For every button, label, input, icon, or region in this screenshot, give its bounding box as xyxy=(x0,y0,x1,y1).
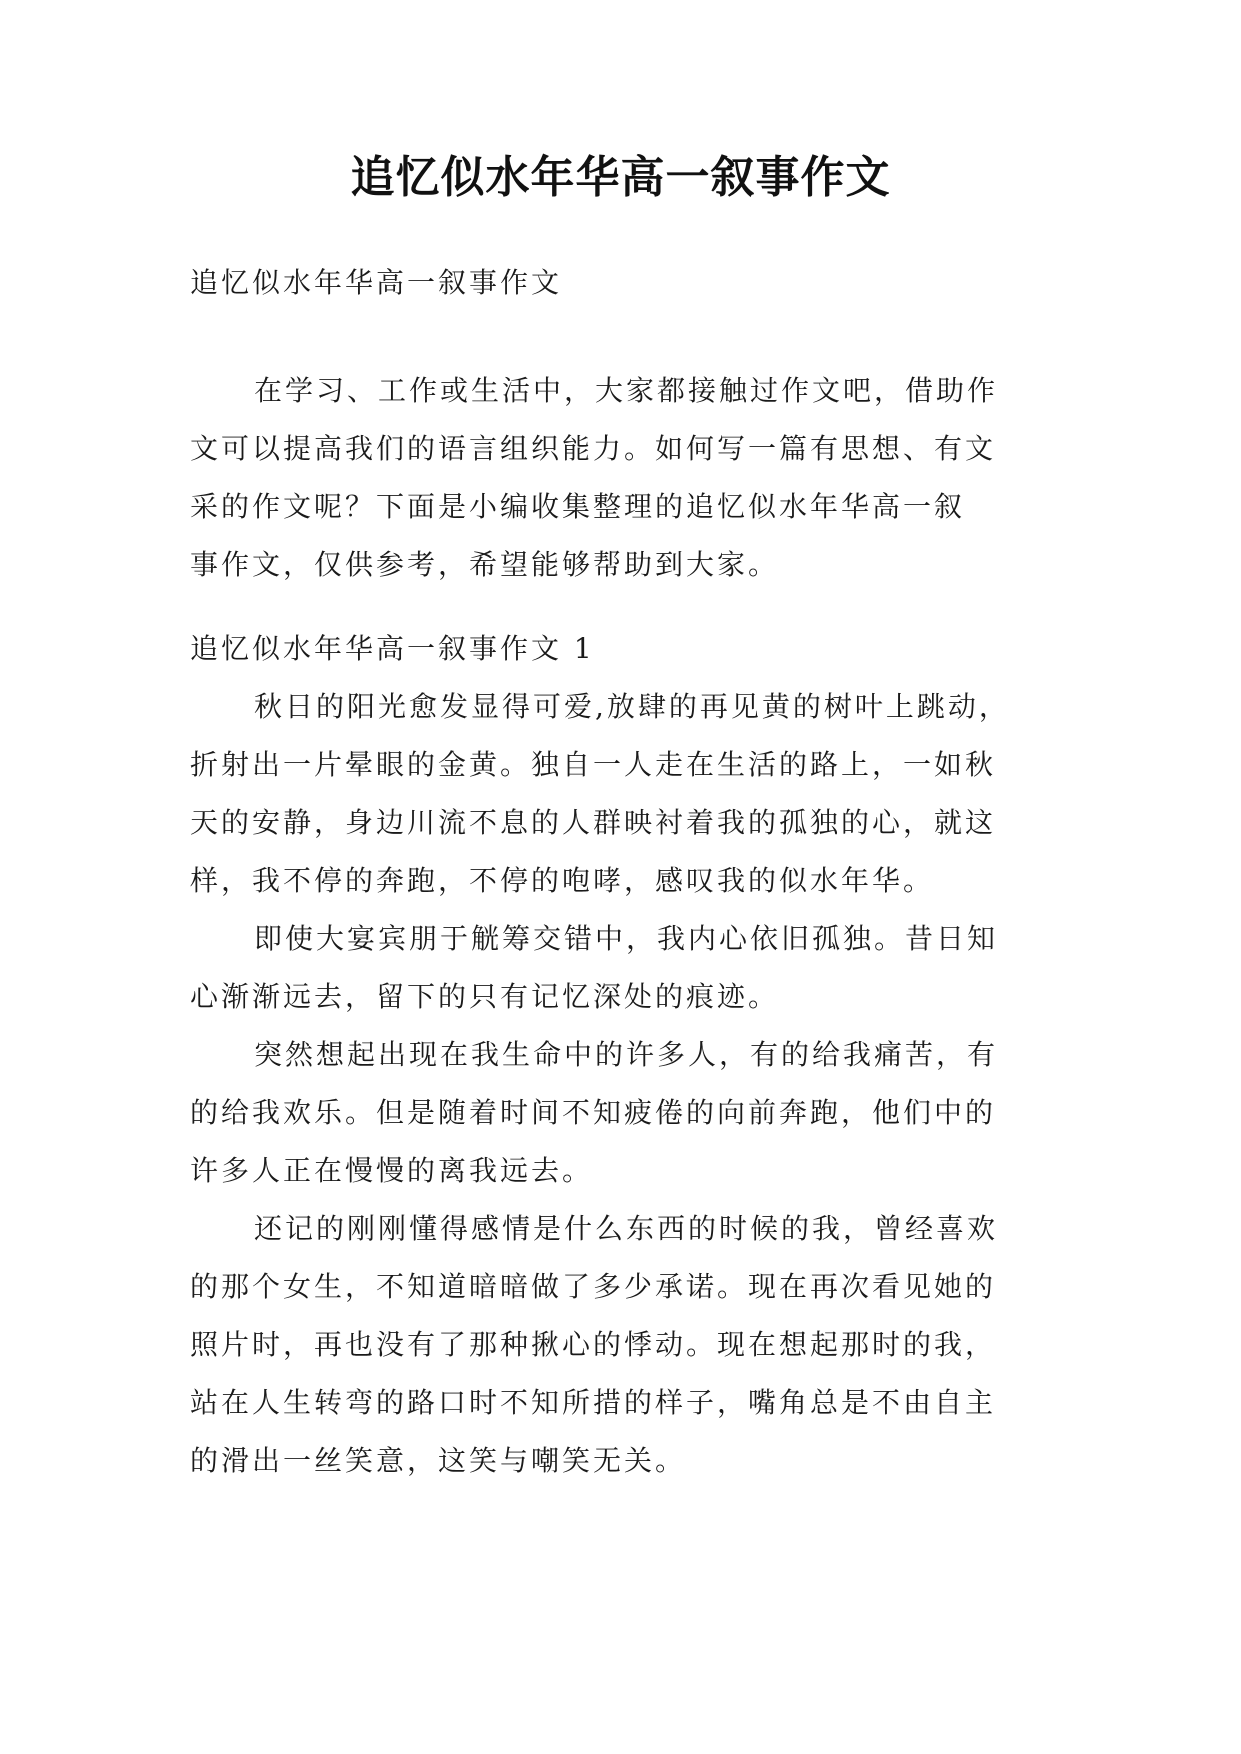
paragraph-line: 的滑出一丝笑意，这笑与嘲笑无关。 xyxy=(190,1444,687,1477)
paragraph-line: 突然想起出现在我生命中的许多人，有的给我痛苦，有 xyxy=(254,1038,999,1071)
paragraph-3 xyxy=(190,1026,1060,1200)
intro-line: 在学习、工作或生活中，大家都接触过作文吧，借助作 xyxy=(254,374,999,407)
paragraph-line: 许多人正在慢慢的离我远去。 xyxy=(190,1154,594,1187)
paragraph-line: 样，我不停的奔跑，不停的咆哮，感叹我的似水年华。 xyxy=(190,864,935,897)
paragraph-1 xyxy=(190,678,1060,910)
paragraph-2 xyxy=(190,910,1060,1026)
paragraph-4 xyxy=(190,1200,1060,1490)
paragraph-line: 折射出一片晕眼的金黄。独自一人走在生活的路上，一如秋 xyxy=(190,748,997,781)
paragraph-line: 心渐渐远去，留下的只有记忆深处的痕迹。 xyxy=(190,980,780,1013)
intro-line: 采的作文呢？下面是小编收集整理的追忆似水年华高一叙 xyxy=(190,490,966,523)
paragraph-line: 的给我欢乐。但是随着时间不知疲倦的向前奔跑，他们中的 xyxy=(190,1096,997,1129)
intro-line: 文可以提高我们的语言组织能力。如何写一篇有思想、有文 xyxy=(190,432,997,465)
document-title: 追忆似水年华高一叙事作文 xyxy=(350,152,891,203)
paragraph-line: 天的安静，身边川流不息的人群映衬着我的孤独的心，就这 xyxy=(190,806,997,839)
paragraph-line: 即使大宴宾朋于觥筹交错中，我内心依旧孤独。昔日知 xyxy=(254,922,999,955)
paragraph-line: 还记的刚刚懂得感情是什么东西的时候的我，曾经喜欢 xyxy=(254,1212,999,1245)
section-heading-text: 追忆似水年华高一叙事作文 1 xyxy=(190,632,595,665)
subtitle-text: 追忆似水年华高一叙事作文 xyxy=(190,266,563,299)
document-subtitle xyxy=(190,254,1060,312)
section-heading xyxy=(190,620,1060,678)
intro-paragraph xyxy=(190,362,1060,594)
paragraph-line: 照片时，再也没有了那种揪心的悸动。现在想起那时的我， xyxy=(190,1328,997,1361)
paragraph-line: 站在人生转弯的路口时不知所措的样子，嘴角总是不由自主 xyxy=(190,1386,997,1419)
intro-line: 事作文，仅供参考，希望能够帮助到大家。 xyxy=(190,548,780,581)
paragraph-line: 秋日的阳光愈发显得可爱,放肆的再见黄的树叶上跳动， xyxy=(254,690,1010,723)
paragraph-line: 的那个女生，不知道暗暗做了多少承诺。现在再次看见她的 xyxy=(190,1270,997,1303)
